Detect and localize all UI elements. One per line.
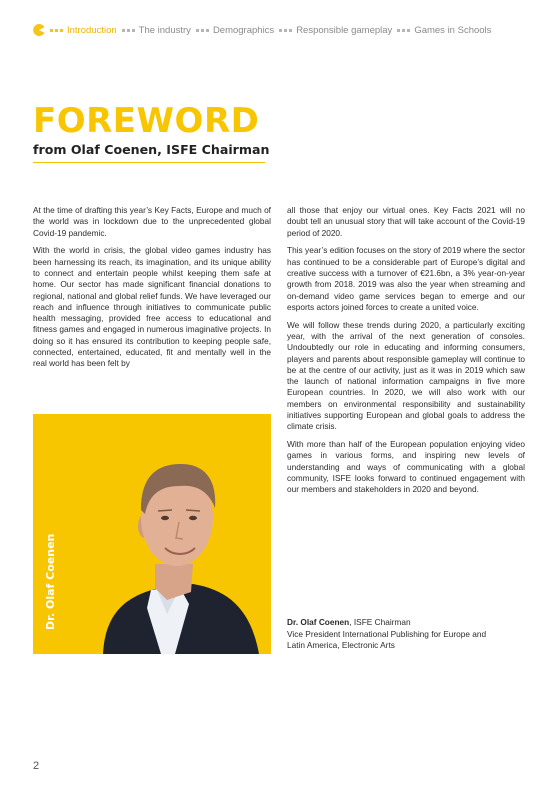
title-divider — [33, 162, 265, 163]
signature-line-1 — [287, 617, 537, 629]
signature-role: , ISFE Chairman — [349, 617, 411, 627]
photo-caption: Dr. Olaf Coenen — [44, 533, 57, 630]
nav-item-the-industry[interactable]: The industry — [138, 24, 191, 36]
top-navigation — [33, 22, 543, 38]
signature-block — [287, 617, 537, 652]
portrait-photo — [33, 414, 271, 654]
pacman-icon — [33, 24, 45, 36]
paragraph: This year’s edition focuses on the story of 2019 where the sector has continued to be a considerable part of Europe’s digital and creative success with a turnover of €21.6bn, a 3% year-on-year growth from 2018. 2019 was also the year when streaming and on-demand video game services began to emerge and our esports actors joined forces to create a united voice. — [287, 245, 525, 312]
nav-separator — [50, 29, 63, 32]
signature-name: Dr. Olaf Coenen — [287, 617, 350, 627]
nav-separator — [397, 29, 410, 32]
page-subtitle: from Olaf Coenen, ISFE Chairman — [33, 142, 270, 157]
paragraph: At the time of drafting this year’s Key Facts, Europe and much of the world was in lockdown due to the unprecedented global Covid-19 pandemic. — [33, 205, 271, 238]
nav-item-responsible-gameplay[interactable]: Responsible gameplay — [296, 24, 393, 36]
nav-item-demographics[interactable]: Demographics — [212, 24, 275, 36]
body-column-right — [287, 205, 525, 502]
nav-separator — [279, 29, 292, 32]
paragraph: all those that enjoy our virtual ones. Key Facts 2021 will no doubt tell an unusual story that will take account of the Covid-19 period of 2020. — [287, 205, 525, 238]
body-column-left — [33, 205, 271, 376]
signature-line-2: Vice President International Publishing for Europe and — [287, 628, 487, 639]
nav-item-games-in-schools[interactable]: Games in Schools — [414, 24, 492, 36]
portrait-illustration — [33, 414, 271, 654]
page-title: FOREWORD — [33, 101, 260, 141]
paragraph: With more than half of the European population enjoying video games in various forms, and inspiring new levels of understanding and ways of communicating with a global community, ISFE looks forward to continued engagement with our members and stakeholders in 2020 and beyond. — [287, 439, 525, 495]
signature-line-3: Latin America, Electronic Arts — [287, 640, 395, 650]
nav-separator — [122, 29, 135, 32]
paragraph: We will follow these trends during 2020, a particularly exciting year, with the arrival of the next generation of consoles. Undoubtedly our role in educating and informing consumers, players and parents about responsible gameplay will continue to be at the centre of our activity, just as it was in 2019 which saw the launch of national information campaigns in five more European countries. In 2020, we will also work with our members on environmental responsibility and sustainability initiatives supporting European and global goals to address the climate crisis. — [287, 319, 525, 432]
nav-separator — [196, 29, 209, 32]
paragraph: With the world in crisis, the global video games industry has been harnessing its reach, its imagination, and its unique ability to connect and entertain people whilst keeping them safe at home. Our sector has made significant financial donations to regional, national and global relief funds. We have leveraged our reach and influence through initiatives to communicate public health messaging, provided free access to educational and fitness games and engaged in numerous imaginative projects. In doing so it has ensured its contribution to keeping people safe, connected, entertained, educated, fit and mentally well in the real world has been felt by — [33, 245, 271, 369]
nav-item-introduction[interactable]: Introduction — [67, 24, 117, 36]
page-number: 2 — [33, 760, 40, 772]
